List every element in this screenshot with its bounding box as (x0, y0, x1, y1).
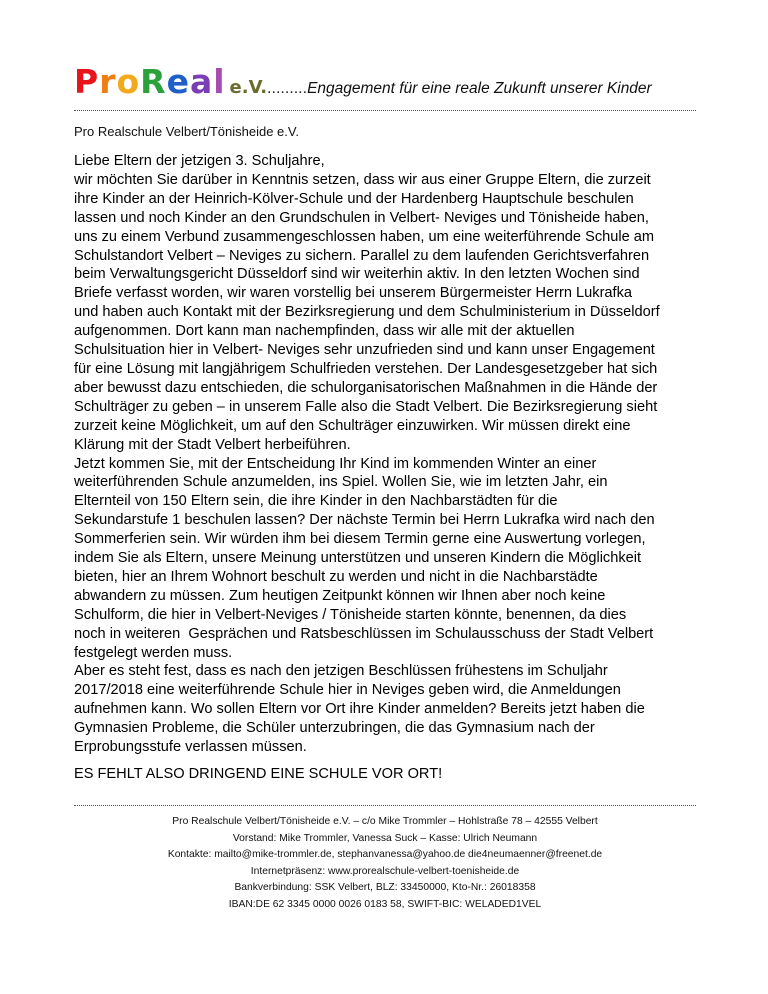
tagline: Engagement für eine reale Zukunft unserer Kinder (307, 80, 652, 97)
letter-line: Elternteil von 150 Eltern sein, die ihre Kinder in den Nachbarstädten für die (74, 493, 558, 510)
logo-letter: o (116, 62, 141, 101)
letter-line: noch in weiteren Gesprächen und Ratsbeschlüssen im Schulausschuss der Stadt Velbert (74, 625, 654, 642)
letter-line: Schulstandort Velbert – Neviges zu sichern. Parallel zu dem laufenden Gerichtsverfahren (74, 247, 650, 264)
letter-line: festgelegt werden muss. (74, 644, 233, 661)
letter-line: abwandern zu müssen. Zum heutigen Zeitpunkt können wir Ihnen aber noch keine (74, 587, 606, 604)
letter-line: beim Verwaltungsgericht Düsseldorf sind wir weiterhin aktiv. In den letzten Wochen sind (74, 266, 640, 283)
footer-board: Vorstand: Mike Trommler, Vanessa Suck – Kasse: Ulrich Neumann (232, 832, 538, 844)
letter-line: Erprobungsstufe verlassen müssen. (74, 739, 307, 756)
logo-suffix: e.V. (229, 77, 268, 98)
letter-line: und haben auch Kontakt mit der Bezirksregierung und dem Schulministerium in Düsseldorf (74, 304, 660, 321)
letter-line: uns zu einem Verbund zusammengeschlossen haben, um eine weiterführende Schule am (74, 228, 655, 245)
footer-address: Pro Realschule Velbert/Tönisheide e.V. – c/o Mike Trommler – Hohlstraße 78 – 42555 Velbert (172, 816, 598, 827)
logo-letter: r (99, 62, 117, 101)
footer (74, 814, 696, 914)
letter-line: Briefe verfasst worden, wir waren vorstellig bei unserem Bürgermeister Herrn Lukrafka (74, 285, 633, 302)
letter-line: aber bewusst dazu entschieden, die schulorganisatorischen Maßnahmen in die Hände der (74, 379, 658, 396)
footer-website: Internetpräsenz: www.prorealschule-velbert-toenisheide.de (250, 865, 520, 877)
letter-line: Klärung mit der Stadt Velbert herbeiführen. (74, 436, 351, 453)
header-divider (74, 110, 696, 111)
letter-line: bieten, hier an Ihrem Wohnort beschult zu werden und nicht in die Nachbarstädte (74, 568, 598, 585)
footer-iban: IBAN:DE 62 3345 0000 0026 0183 58, SWIFT-BIC: WELADED1VEL (228, 898, 542, 910)
letter-line: indem Sie als Eltern, unsere Meinung unterstützen und unseren Kindern die Möglichkeit (74, 550, 642, 567)
logo-letter: e (166, 62, 190, 101)
association-name: Pro Realschule Velbert/Tönisheide e.V. (74, 124, 299, 139)
footer-divider (74, 805, 696, 806)
letter-line: Gymnasien Probleme, die Schüler unterzubringen, die das Gymnasium nach der (74, 720, 595, 737)
letter-line: Sommerferien sein. Wir würden ihm bei diesem Termin gerne eine Auswertung vorlegen, (74, 531, 646, 548)
letter-line: Sekundarstufe 1 beschulen lassen? Der nächste Termin bei Herrn Lukrafka wird nach den (74, 512, 655, 529)
letter-line: Schulform, die hier in Velbert-Neviges / Tönisheide starten könnte, benennen, da dies (74, 606, 627, 623)
letter-line: weiterführenden Schule anzumelden, ins Spiel. Wollen Sie, wie im letzten Jahr, ein (74, 474, 608, 491)
letter-line: ihre Kinder an der Heinrich-Kölver-Schule und der Hardenberg Hauptschule beschulen (74, 190, 634, 207)
letter-line: lassen und noch Kinder an den Grundschulen in Velbert- Neviges und Tönisheide haben, (74, 209, 649, 226)
letter-line: aufgenommen. Dort kann man nachempfinden, dass wir alle mit der aktuellen (74, 323, 575, 340)
letter-line: aufnehmen kann. Wo sollen Eltern vor Ort ihre Kinder anmelden? Bereits jetzt haben die (74, 701, 645, 718)
letter-line: Schulträger zu geben – in unserem Falle also die Stadt Velbert. Die Bezirksregierung sieht (74, 398, 658, 415)
closing-statement: ES FEHLT ALSO DRINGEND EINE SCHULE VOR ORT! (74, 766, 443, 782)
footer-bank: Bankverbindung: SSK Velbert, BLZ: 33450000, Kto-Nr.: 26018358 (234, 882, 536, 894)
letter-line: 2017/2018 eine weiterführende Schule hier in Neviges geben wird, die Anmeldungen (74, 682, 621, 699)
letter-line: Schulsituation hier in Velbert- Neviges sehr unzufrieden sind und kann unser Engagement (74, 342, 655, 359)
logo-letter: R (140, 62, 167, 101)
proreal-logo (74, 62, 226, 101)
letter-line: Aber es steht fest, dass es nach den jetzigen Beschlüssen frühestens im Schuljahr (74, 663, 608, 680)
logo-letter: P (74, 62, 100, 101)
letter-line: für eine Lösung mit langjährigem Schulfrieden verstehen. Der Landesgesetzgeber hat sich (74, 360, 658, 377)
logo-letter: l (213, 62, 226, 101)
logo-letter: a (189, 62, 214, 101)
letter-line: wir möchten Sie darüber in Kenntnis setzen, dass wir aus einer Gruppe Eltern, die zurzeit (74, 171, 651, 188)
letter-line: zurzeit keine Möglichkeit, um auf den Schulträger einzuwirken. Wir müssen direkt eine (74, 417, 631, 434)
letterhead (74, 60, 704, 104)
letter-line: Jetzt kommen Sie, mit der Entscheidung Ihr Kind im kommenden Winter an einer (74, 455, 597, 472)
letter-line: Liebe Eltern der jetzigen 3. Schuljahre, (74, 153, 325, 169)
footer-contacts: Kontakte: mailto@mike-trommler.de, stephanvanessa@yahoo.de die4neumaenner@freenet.de (167, 849, 603, 861)
header-dots: ......... (267, 80, 308, 97)
letter-body (74, 152, 704, 757)
